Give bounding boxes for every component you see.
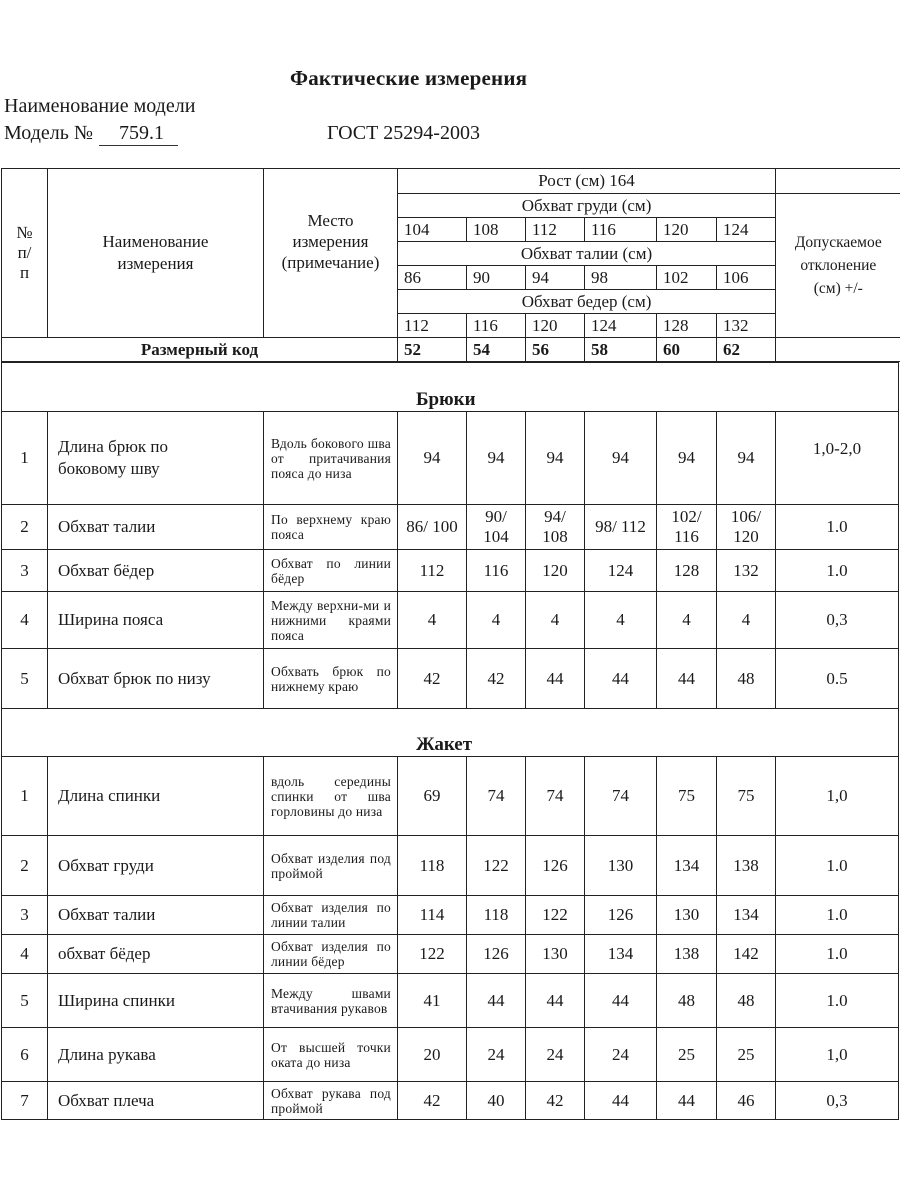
measurement-place: Обхват изделия по линии бёдер [264,935,398,974]
model-name-label: Наименование модели [4,95,196,117]
table-row [2,649,899,709]
measurement-name: Ширина пояса [48,592,264,649]
size-code-label: Размерный код [2,338,398,362]
tolerance-value: 0.5 [776,649,899,709]
measurement-name: Ширина спинки [48,974,264,1028]
measurement-value: 42 [467,649,526,709]
measurement-value: 46 [717,1082,776,1120]
measurement-value: 44 [657,649,717,709]
measurement-value: 124 [585,550,657,592]
num-header-line: № [16,223,33,242]
section-title: Жакет [2,709,899,757]
hips-value: 116 [467,314,526,338]
chest-value: 116 [585,218,657,242]
model-number-value: 759.1 [99,122,178,146]
measurement-value: 44 [526,649,585,709]
waist-value: 106 [717,266,776,290]
place-header-line: измерения [292,231,369,251]
measurement-value: 42 [398,1082,467,1120]
measurement-value: 75 [717,757,776,836]
measurement-value: 48 [717,649,776,709]
size-code: 52 [398,338,467,362]
measurement-value: 94 [657,412,717,505]
measurement-place: Между верхни-ми и нижними краями пояса [264,592,398,649]
chest-value: 124 [717,218,776,242]
measurement-value: 44 [467,974,526,1028]
measurement-value: 44 [585,974,657,1028]
chest-value: 104 [398,218,467,242]
measurement-place: Обхват изделия по линии талии [264,896,398,935]
measurement-value: 142 [717,935,776,974]
hips-value: 132 [717,314,776,338]
row-number: 2 [2,505,48,550]
measurement-value: 120 [526,550,585,592]
tolerance-header-line: (см) +/- [813,280,863,297]
measurement-value: 128 [657,550,717,592]
measurement-place: Обхват изделия под проймой [264,836,398,896]
measurement-value: 4 [657,592,717,649]
measurement-value: 24 [526,1028,585,1082]
measurement-value: 4 [398,592,467,649]
tolerance-value: 1.0 [776,550,899,592]
measurement-value: 4 [467,592,526,649]
table-row [2,505,899,550]
measurement-value: 44 [585,649,657,709]
tolerance-value: 1,0-2,0 [776,412,899,505]
chest-value: 108 [467,218,526,242]
size-code: 58 [585,338,657,362]
measurement-value: 94 [398,412,467,505]
model-number-line [4,122,178,146]
row-number: 1 [2,757,48,836]
section-title: Брюки [2,363,899,412]
table-row [2,757,899,836]
chest-header: Обхват груди (см) [398,194,776,218]
tolerance-value: 1.0 [776,505,899,550]
place-header-line: (примечание) [281,252,380,272]
table-row [2,1082,899,1120]
measurement-value: 25 [657,1028,717,1082]
measurement-value: 44 [585,1082,657,1120]
section-row [2,363,899,412]
measurement-value: 94 [526,412,585,505]
row-number: 6 [2,1028,48,1082]
table-row [2,412,899,505]
measurement-value: 74 [467,757,526,836]
table-row [2,592,899,649]
measurement-name: Обхват груди [48,836,264,896]
measurement-name: Обхват брюк по низу [48,649,264,709]
tolerance-header-top [776,169,900,194]
size-code: 56 [526,338,585,362]
num-header [2,169,48,338]
measurement-value: 132 [717,550,776,592]
name-header-line: Наименование [102,232,209,251]
measurement-value: 102/ 116 [657,505,717,550]
measurement-value: 118 [398,836,467,896]
header-table [1,168,900,362]
measurement-value: 48 [717,974,776,1028]
measurement-value: 4 [717,592,776,649]
table-row [2,1028,899,1082]
row-number: 3 [2,550,48,592]
row-number: 5 [2,974,48,1028]
measurement-value: 4 [526,592,585,649]
waist-value: 94 [526,266,585,290]
measurement-value: 74 [585,757,657,836]
name-header-line: измерения [117,254,194,273]
row-number: 3 [2,896,48,935]
measurement-value: 134 [585,935,657,974]
measurement-value: 25 [717,1028,776,1082]
tolerance-value: 1.0 [776,974,899,1028]
measurement-value: 24 [467,1028,526,1082]
hips-value: 112 [398,314,467,338]
measurement-name: Обхват бёдер [48,550,264,592]
size-code: 62 [717,338,776,362]
tolerance-value: 1.0 [776,836,899,896]
measurement-value: 118 [467,896,526,935]
measurement-value: 98/ 112 [585,505,657,550]
measurement-value: 114 [398,896,467,935]
measurement-place: Вдоль бокового шва от притачивания пояса до низа [264,412,398,505]
table-row [2,935,899,974]
measurement-name: Длина спинки [48,757,264,836]
measurement-value: 126 [467,935,526,974]
hips-header: Обхват бедер (см) [398,290,776,314]
measurement-value: 42 [526,1082,585,1120]
waist-header: Обхват талии (см) [398,242,776,266]
measurement-name: Обхват талии [48,505,264,550]
tolerance-header-line: отклонение [800,257,877,274]
measurement-value: 112 [398,550,467,592]
measurement-value: 138 [717,836,776,896]
measurement-value: 42 [398,649,467,709]
measurement-place: Обхват по линии бёдер [264,550,398,592]
measurement-value: 126 [526,836,585,896]
measurement-value: 4 [585,592,657,649]
table-row [2,550,899,592]
measurement-value: 86/ 100 [398,505,467,550]
tolerance-header [776,194,900,338]
measurement-value: 44 [657,1082,717,1120]
measurement-value: 94 [717,412,776,505]
row-number: 4 [2,592,48,649]
size-code: 54 [467,338,526,362]
hips-value: 128 [657,314,717,338]
row-number: 4 [2,935,48,974]
row-number: 7 [2,1082,48,1120]
measurement-value: 116 [467,550,526,592]
measurement-value: 94 [585,412,657,505]
measurement-place: От высшей точки оката до низа [264,1028,398,1082]
measurement-value: 94/ 108 [526,505,585,550]
document-title: Фактические измерения [290,66,528,90]
measurement-value: 134 [717,896,776,935]
measurement-value: 20 [398,1028,467,1082]
measurement-value: 44 [526,974,585,1028]
hips-value: 124 [585,314,657,338]
tolerance-value: 1,0 [776,1028,899,1082]
row-number: 2 [2,836,48,896]
measurement-place: вдоль середины спинки от шва горловины до низа [264,757,398,836]
measurement-name: обхват бёдер [48,935,264,974]
measurement-value: 130 [657,896,717,935]
tolerance-value: 0,3 [776,592,899,649]
measurement-place: По верхнему краю пояса [264,505,398,550]
model-number-label: Модель № [4,122,93,144]
num-header-line: п [19,263,30,282]
measurement-name: Длина рукава [48,1028,264,1082]
measurement-value: 130 [526,935,585,974]
measurement-value: 122 [467,836,526,896]
tolerance-value: 1.0 [776,935,899,974]
measurement-value: 126 [585,896,657,935]
measurement-value: 138 [657,935,717,974]
size-code-tolerance [776,338,900,362]
measurement-value: 122 [398,935,467,974]
name-header [48,169,264,338]
hips-value: 120 [526,314,585,338]
row-number: 5 [2,649,48,709]
measurement-value: 40 [467,1082,526,1120]
waist-value: 86 [398,266,467,290]
row-number: 1 [2,412,48,505]
measurement-place: Между швами втачивания рукавов [264,974,398,1028]
waist-value: 98 [585,266,657,290]
tolerance-value: 1.0 [776,896,899,935]
waist-value: 102 [657,266,717,290]
tolerance-header-line: Допускаемое [794,234,882,251]
measurement-name: Длина брюк по боковому шву [48,412,264,505]
measurement-value: 94 [467,412,526,505]
measurement-value: 69 [398,757,467,836]
tolerance-value: 1,0 [776,757,899,836]
measurement-value: 48 [657,974,717,1028]
place-header-line: Место [307,210,354,230]
measurement-value: 24 [585,1028,657,1082]
waist-value: 90 [467,266,526,290]
measurement-place: Обхват рукава под проймой [264,1082,398,1120]
size-code: 60 [657,338,717,362]
table-row [2,836,899,896]
measurement-name: Обхват талии [48,896,264,935]
measurement-value: 74 [526,757,585,836]
section-row [2,709,899,757]
tolerance-value: 0,3 [776,1082,899,1120]
chest-value: 120 [657,218,717,242]
table-row [2,974,899,1028]
measurement-value: 75 [657,757,717,836]
measurement-value: 134 [657,836,717,896]
place-header [264,169,398,338]
table-row [2,896,899,935]
measurement-place: Обхвать брюк по нижнему краю [264,649,398,709]
gost-standard: ГОСТ 25294-2003 [327,122,480,144]
num-header-line: п/ [17,243,32,262]
measurements-table [1,362,899,1120]
measurement-value: 130 [585,836,657,896]
measurement-value: 41 [398,974,467,1028]
height-header: Рост (см) 164 [398,169,776,194]
measurement-value: 122 [526,896,585,935]
chest-value: 112 [526,218,585,242]
measurement-value: 106/ 120 [717,505,776,550]
measurement-name: Обхват плеча [48,1082,264,1120]
measurement-value: 90/ 104 [467,505,526,550]
